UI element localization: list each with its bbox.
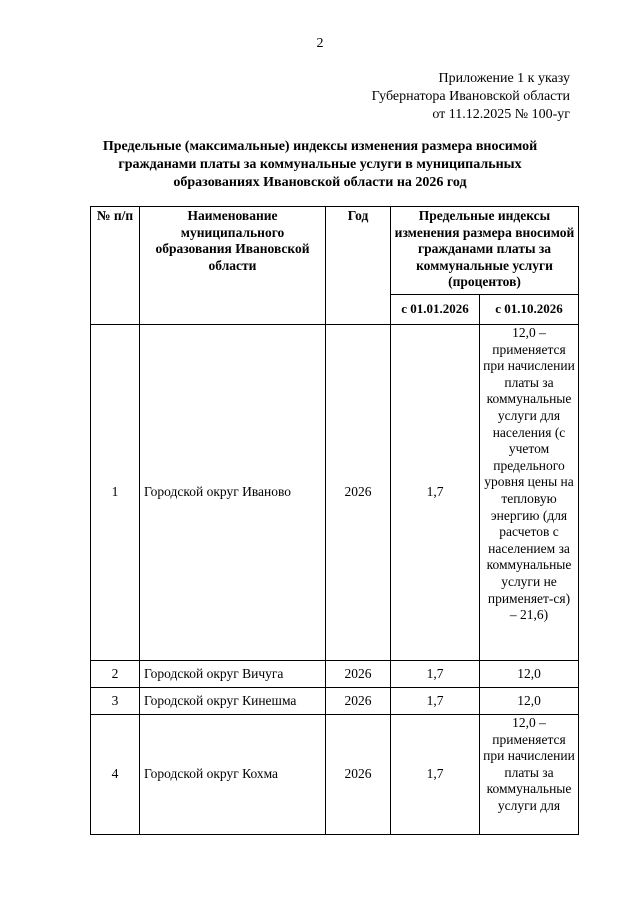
appendix-note	[372, 70, 570, 124]
appendix-line-3: от 11.12.2025 № 100-уг	[432, 107, 570, 122]
document-title: Предельные (максимальные) индексы изменения размера вносимой гражданами платы за коммунальные услуги в муниципальных образованиях Ивановской области на 2026 год	[102, 139, 538, 190]
row-jan: 1,7	[391, 715, 480, 835]
row-jan: 1,7	[391, 325, 480, 661]
indices-table	[90, 206, 579, 835]
header-indices: Предельные индексы изменения размера вносимой гражданами платы за коммунальные услуги (процентов)	[391, 207, 579, 295]
header-year: Год	[326, 207, 391, 325]
header-name: Наименование муниципального образования Ивановской области	[140, 207, 326, 325]
appendix-line-1: Приложение 1 к указу	[438, 71, 570, 86]
row-year: 2026	[326, 325, 391, 661]
row-jan: 1,7	[391, 688, 480, 715]
row-oct: 12,0 – применяется при начислении платы за коммунальные услуги для населения (с учетом предельного уровня цены на тепловую энергию (для расчетов с населением за коммунальные услуги не применяет-ся) – 21,6)	[480, 325, 579, 661]
table-row	[91, 715, 579, 835]
header-num: № п/п	[91, 207, 140, 325]
row-num: 3	[91, 688, 140, 715]
row-jan: 1,7	[391, 661, 480, 688]
table-row	[91, 688, 579, 715]
table-row	[91, 325, 579, 661]
header-from-oct: с 01.10.2026	[480, 295, 579, 325]
row-year: 2026	[326, 661, 391, 688]
row-year: 2026	[326, 715, 391, 835]
page-number: 2	[316, 36, 324, 51]
header-row	[91, 207, 579, 295]
row-oct: 12,0	[480, 661, 579, 688]
header-from-jan: с 01.01.2026	[391, 295, 480, 325]
row-num: 2	[91, 661, 140, 688]
row-name: Городской округ Иваново	[140, 325, 326, 661]
row-num: 4	[91, 715, 140, 835]
row-name: Городской округ Кохма	[140, 715, 326, 835]
row-num: 1	[91, 325, 140, 661]
appendix-line-2: Губернатора Ивановской области	[371, 89, 570, 104]
table-row	[91, 661, 579, 688]
row-year: 2026	[326, 688, 391, 715]
row-oct: 12,0	[480, 688, 579, 715]
row-name: Городской округ Кинешма	[140, 688, 326, 715]
row-name: Городской округ Вичуга	[140, 661, 326, 688]
row-oct: 12,0 – применяется при начислении платы за коммунальные услуги для	[480, 715, 579, 835]
